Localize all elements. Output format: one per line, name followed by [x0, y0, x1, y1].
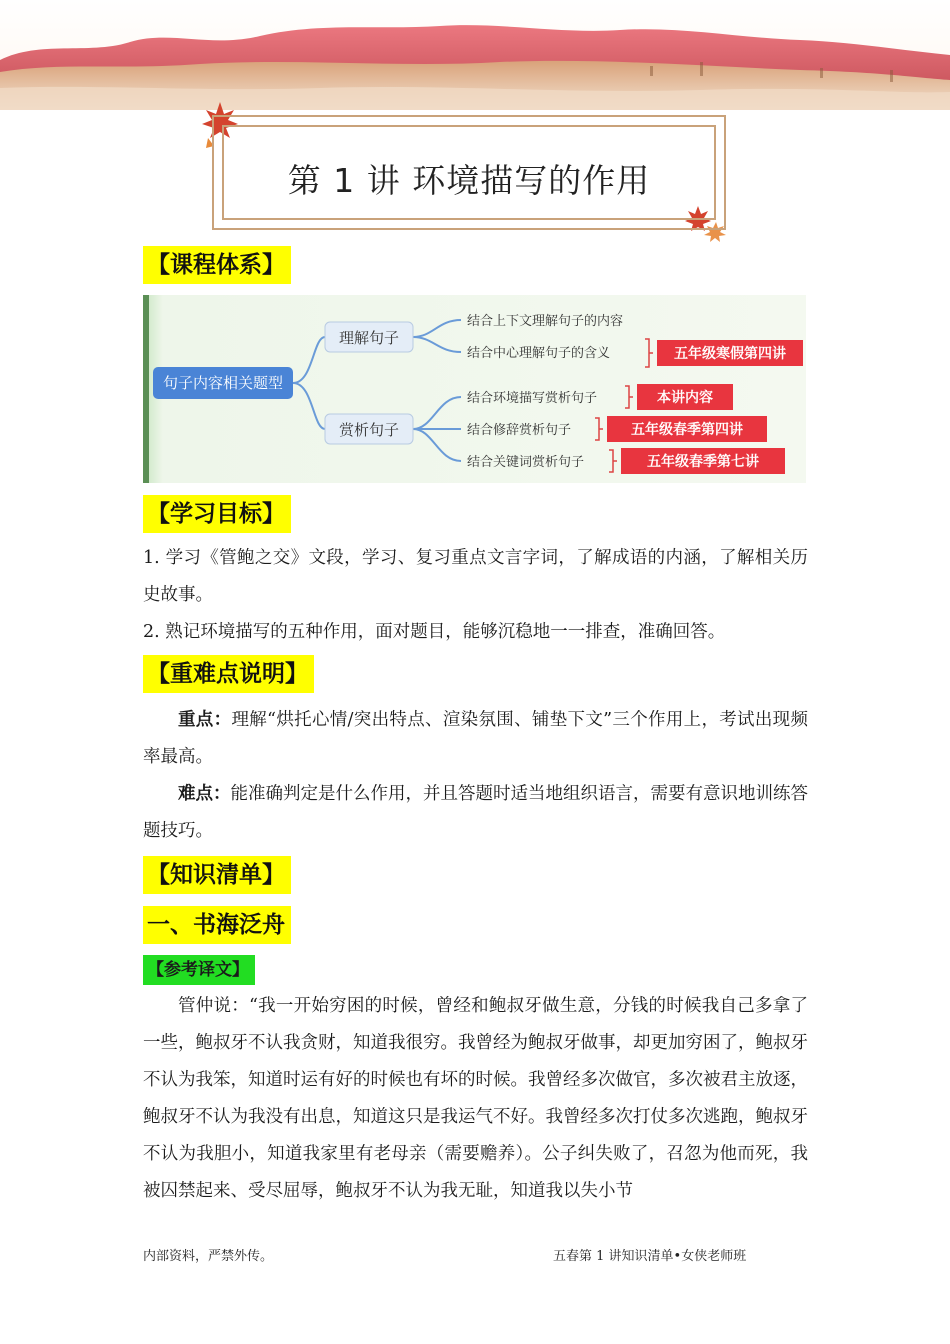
page-title: 第 1 讲 环境描写的作用: [287, 161, 651, 200]
key-point-text: 理解“烘托心情/突出特点、渲染氛围、铺垫下文”三个作用上，考试出现频率最高。: [143, 710, 808, 767]
title-frame: [212, 115, 726, 230]
header-banner: [0, 0, 950, 110]
course-mindmap: [143, 295, 806, 483]
mindmap-tag-label: 五年级寒假第四讲: [674, 346, 786, 362]
mindmap-leaf: 结合关键词赏析句子: [467, 455, 585, 470]
translation-paragraph: 管仲说：“我一开始穷困的时候，曾经和鲍叔牙做生意，分钱的时候我自己多拿了一些，鲍叔牙不认我贪财，知道我很穷。我曾经为鲍叔牙做事，却更加穷困了，鲍叔牙不认为我笨，知道时运有好的时候也有坏的时候。我曾经多次做官，多次被君主放逐，鲍叔牙不认为我没有出息，知道这只是我运气不好。我曾经多次打仗多次逃跑，鲍叔牙不认为我胆小，知道我家里有老母亲（需要赡养）。公子纠失败了，召忽为他而死，我被囚禁起来、受尽屈辱，鲍叔牙不认为我无耻，知道我以失小节: [143, 996, 808, 1201]
section-heading-course-system: 【课程体系】: [143, 246, 291, 284]
section-heading-key-points: 【重难点说明】: [143, 655, 314, 693]
section-heading-knowledge-list: 【知识清单】: [143, 856, 291, 894]
difficult-point-label: 难点：: [178, 784, 231, 804]
difficult-point-paragraph: [143, 776, 808, 850]
key-point-paragraph: [143, 702, 808, 776]
reference-translation-label: 【参考译文】: [143, 955, 255, 985]
goal-item: 1. 学习《管鲍之交》文段，学习、复习重点文言字词，了解成语的内涵，了解相关历史故事。: [143, 548, 808, 605]
mindmap-branch-understand-label: 理解句子: [338, 329, 400, 347]
difficult-point-text: 能准确判定是什么作用，并且答题时适当地组织语言，需要有意识地训练答题技巧。: [143, 784, 808, 841]
mindmap-branch-appreciate-label: 赏析句子: [338, 421, 400, 439]
key-point-label: 重点：: [178, 710, 232, 730]
mindmap-tag-label: 本讲内容: [657, 390, 713, 406]
mindmap-leaf: 结合中心理解句子的含义: [467, 346, 611, 361]
section-heading-one: 一、书海泛舟: [143, 906, 291, 944]
goal-item: 2. 熟记环境描写的五种作用，面对题目，能够沉稳地一一排查，准确回答。: [143, 622, 726, 642]
mindmap-tag-label: 五年级春季第七讲: [647, 454, 759, 470]
footer-left: 内部资料，严禁外传。: [143, 1249, 274, 1264]
mindmap-tag-label: 五年级春季第四讲: [631, 422, 743, 438]
section-heading-learning-goals: 【学习目标】: [143, 495, 291, 533]
mindmap-leaf: 结合修辞赏析句子: [467, 423, 572, 438]
mindmap-leaf: 结合上下文理解句子的内容: [467, 314, 624, 329]
mindmap-leaf: 结合环境描写赏析句子: [467, 391, 598, 406]
mindmap-root-label: 句子内容相关题型: [162, 374, 284, 392]
footer-right: 五春第 1 讲知识清单•女侠老师班: [553, 1249, 747, 1264]
